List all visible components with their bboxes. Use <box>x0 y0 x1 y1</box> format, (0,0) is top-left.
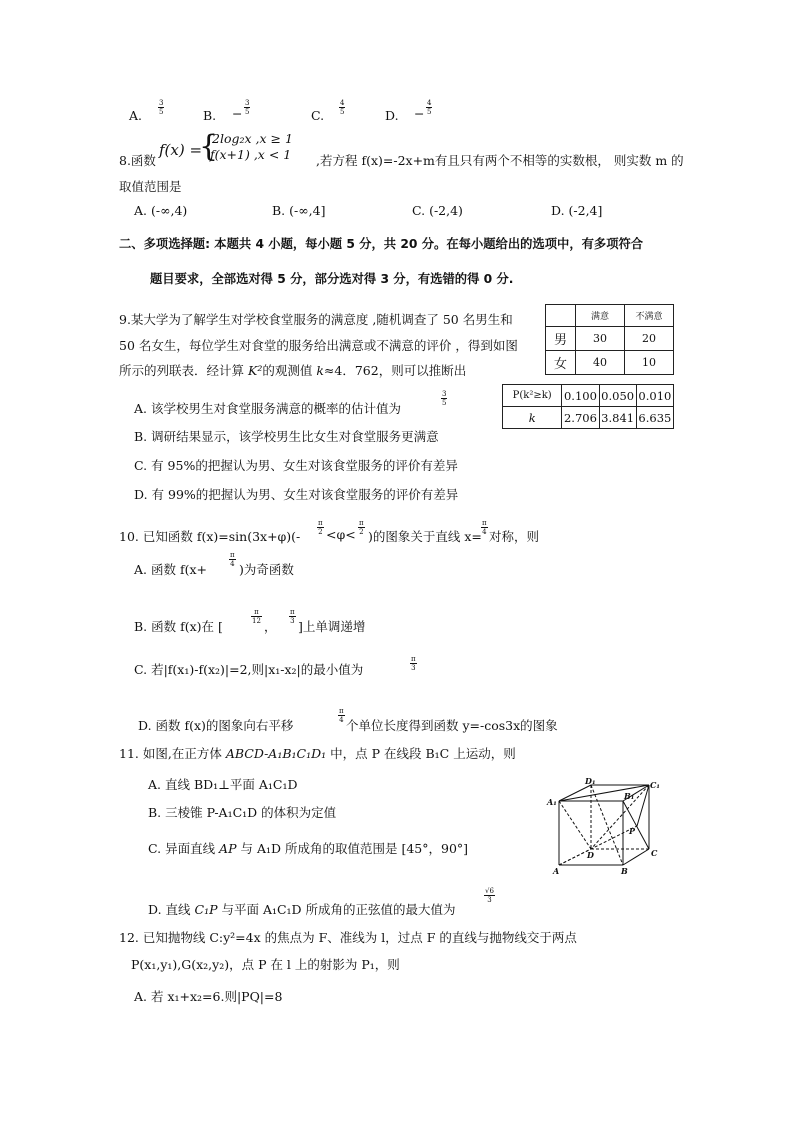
label-a1: A₁ <box>547 797 557 807</box>
q10-option-b-post: ]上单调递增 <box>298 619 366 634</box>
q10-option-a-post: )为奇函数 <box>239 562 294 577</box>
label-d: D <box>587 850 594 860</box>
table1-cell: 10 <box>625 351 674 375</box>
q8-stem: ,若方程 f(x)=-2x+m有且只有两个不相等的实数根， 则实数 m 的 <box>316 153 684 168</box>
q7-option-b-sign: − <box>232 106 243 121</box>
q11-stem: 11. 如图,在正方体 ABCD-A₁B₁C₁D₁ 中，点 P 在线段 B₁C 上运动，则 <box>119 746 516 761</box>
label-p: P <box>629 826 636 836</box>
q9-option-a: A. 该学校男生对食堂服务满意的概率的估计值为 <box>134 401 401 416</box>
q8-option-b: B. (-∞,4] <box>272 203 326 218</box>
label-b: B <box>621 866 628 876</box>
q9-stem-line-1: 9.某大学为了解学生对学校食堂服务的满意度 ,随机调查了 50 名男生和 <box>119 312 513 327</box>
q8-function-name: f(x) = <box>159 141 203 159</box>
q9-stem-line-2: 50 名女生，每位学生对食堂的服务给出满意或不满意的评价 ，得到如图 <box>119 338 518 353</box>
table1-cell: 30 <box>576 327 625 351</box>
table1-row-female-label: 女 <box>546 351 576 375</box>
q7-option-a-fraction: $\frac{3}{5}$ <box>159 99 164 116</box>
table2-header-label: P(k²≥k) <box>503 385 562 407</box>
q9-option-c: C. 有 95%的把握认为男、女生对该食堂服务的评价有差异 <box>134 458 458 473</box>
edge-bc <box>623 849 649 865</box>
q8-option-a: A. (-∞,4) <box>134 203 188 218</box>
q12-stem-line-1: 12. 已知抛物线 C:y²=4x 的焦点为 F、准线为 l，过点 F 的直线与抛物线交于两点 <box>119 930 577 945</box>
q8-option-d: D. (-2,4] <box>551 203 603 218</box>
q9-option-d: D. 有 99%的把握认为男、女生对该食堂服务的评价有差异 <box>134 487 459 502</box>
table2-cell: 6.635 <box>636 407 673 429</box>
q10-stem-a: 10. 已知函数 f(x)=sin(3x+φ)(- <box>119 529 301 544</box>
table2-k-label: k <box>503 407 562 429</box>
table1-header-unsatisfied: 不满意 <box>625 305 674 327</box>
q10-option-b: B. 函数 f(x)在 [ <box>134 619 223 634</box>
table2-cell: 0.050 <box>599 385 636 407</box>
table2-cell: 2.706 <box>562 407 599 429</box>
q10-frac-2: $\frac{\pi}{2}$ <box>359 519 364 536</box>
q8-case-2: f(x+1) ,x < 1 <box>210 147 292 162</box>
label-c: C <box>651 848 658 858</box>
diag-a1d <box>559 801 591 849</box>
q10-option-a-fraction: $\frac{\pi}{4}$ <box>230 551 235 568</box>
seg-ap <box>559 826 637 865</box>
q7-option-d-label: D. <box>385 108 399 123</box>
label-d1: D₁ <box>585 778 596 786</box>
q9-option-a-fraction: $\frac{3}{5}$ <box>442 390 447 407</box>
q10-option-c-fraction: $\frac{\pi}{3}$ <box>411 655 416 672</box>
table1-cell: 40 <box>576 351 625 375</box>
q11-option-a: A. 直线 BD₁⊥平面 A₁C₁D <box>148 777 298 792</box>
table2-cell: 0.100 <box>562 385 599 407</box>
q7-option-a-label: A. <box>129 108 143 123</box>
table2-cell: 0.010 <box>636 385 673 407</box>
q11-option-c: C. 异面直线 AP 与 A₁D 所成角的取值范围是 [45°，90°] <box>148 841 469 856</box>
diag-c1d <box>591 785 649 849</box>
label-c1: C₁ <box>650 780 660 790</box>
q7-option-d-sign: − <box>414 106 425 121</box>
q9-stem-line-3: 所示的列联表．经计算 K²的观测值 k≈4．762，则可以推断出 <box>119 363 467 378</box>
q12-option-a: A. 若 x₁+x₂=6.则|PQ|=8 <box>134 989 283 1004</box>
section-2-heading-line-1: 二、多项选择题: 本题共 4 小题，每小题 5 分，共 20 分。在每小题给出的选项中，有多项符合 <box>119 237 644 251</box>
diag-b1c <box>623 801 649 849</box>
q10-stem-c: )的图象关于直线 x= <box>368 529 482 544</box>
q7-option-d-fraction: $\frac{4}{5}$ <box>427 99 432 116</box>
q7-option-b-fraction: $\frac{3}{5}$ <box>245 99 250 116</box>
q11-cube-figure <box>545 778 665 878</box>
q10-frac-3: $\frac{\pi}{4}$ <box>482 519 487 536</box>
label-a: A <box>553 866 560 876</box>
q7-option-c-label: C. <box>311 108 325 123</box>
q10-stem-b: <φ< <box>326 527 356 542</box>
q10-option-b-fraction-1: $\frac{\pi}{12}$ <box>252 608 261 625</box>
q8-brace: { <box>199 129 219 164</box>
q10-option-c: C. 若|f(x₁)-f(x₂)|=2,则|x₁-x₂|的最小值为 <box>134 662 364 677</box>
table1-header-empty <box>546 305 576 327</box>
table1-row-male-label: 男 <box>546 327 576 351</box>
q10-stem-d: 对称，则 <box>489 529 540 544</box>
q12-stem-line-2: P(x₁,y₁),G(x₂,y₂)，点 P 在 l 上的射影为 P₁，则 <box>131 957 400 972</box>
q11-option-d: D. 直线 C₁P 与平面 A₁C₁D 所成角的正弦值的最大值为 <box>148 902 456 917</box>
q9-contingency-table <box>545 304 674 375</box>
q10-option-d: D. 函数 f(x)的图象向右平移 <box>138 718 294 733</box>
q10-option-d-fraction: $\frac{\pi}{4}$ <box>339 707 344 724</box>
q8-case-1: 2log₂x ,x ≥ 1 <box>212 131 293 146</box>
q11-option-b: B. 三棱锥 P-A₁C₁D 的体积为定值 <box>148 805 337 820</box>
table2-cell: 3.841 <box>599 407 636 429</box>
section-2-heading-line-2: 题目要求，全部选对得 5 分，部分选对得 3 分，有选错的得 0 分. <box>150 272 514 286</box>
q10-option-a: A. 函数 f(x+ <box>134 562 207 577</box>
q9-option-b: B. 调研结果显示，该学校男生比女生对食堂服务更满意 <box>134 429 439 444</box>
q7-option-c-fraction: $\frac{4}{5}$ <box>340 99 345 116</box>
q9-critical-value-table <box>502 384 674 429</box>
q10-option-b-fraction-2: $\frac{\pi}{3}$ <box>290 608 295 625</box>
q11-option-d-fraction: $\frac{√6}{3}$ <box>485 887 494 904</box>
q8-stem-2: 取值范围是 <box>119 179 182 194</box>
q7-option-b-label: B. <box>203 108 217 123</box>
q8-option-c: C. (-2,4) <box>412 203 463 218</box>
table1-cell: 20 <box>625 327 674 351</box>
table1-header-satisfied: 满意 <box>576 305 625 327</box>
label-b1: B₁ <box>624 791 635 801</box>
diag-d1b <box>591 785 623 865</box>
q8-prefix: 8.函数 <box>119 153 156 168</box>
q10-frac-1: $\frac{\pi}{2}$ <box>318 519 323 536</box>
q10-option-d-post: 个单位长度得到函数 y=-cos3x的图象 <box>346 718 558 733</box>
q10-option-b-mid: ， <box>264 619 277 634</box>
